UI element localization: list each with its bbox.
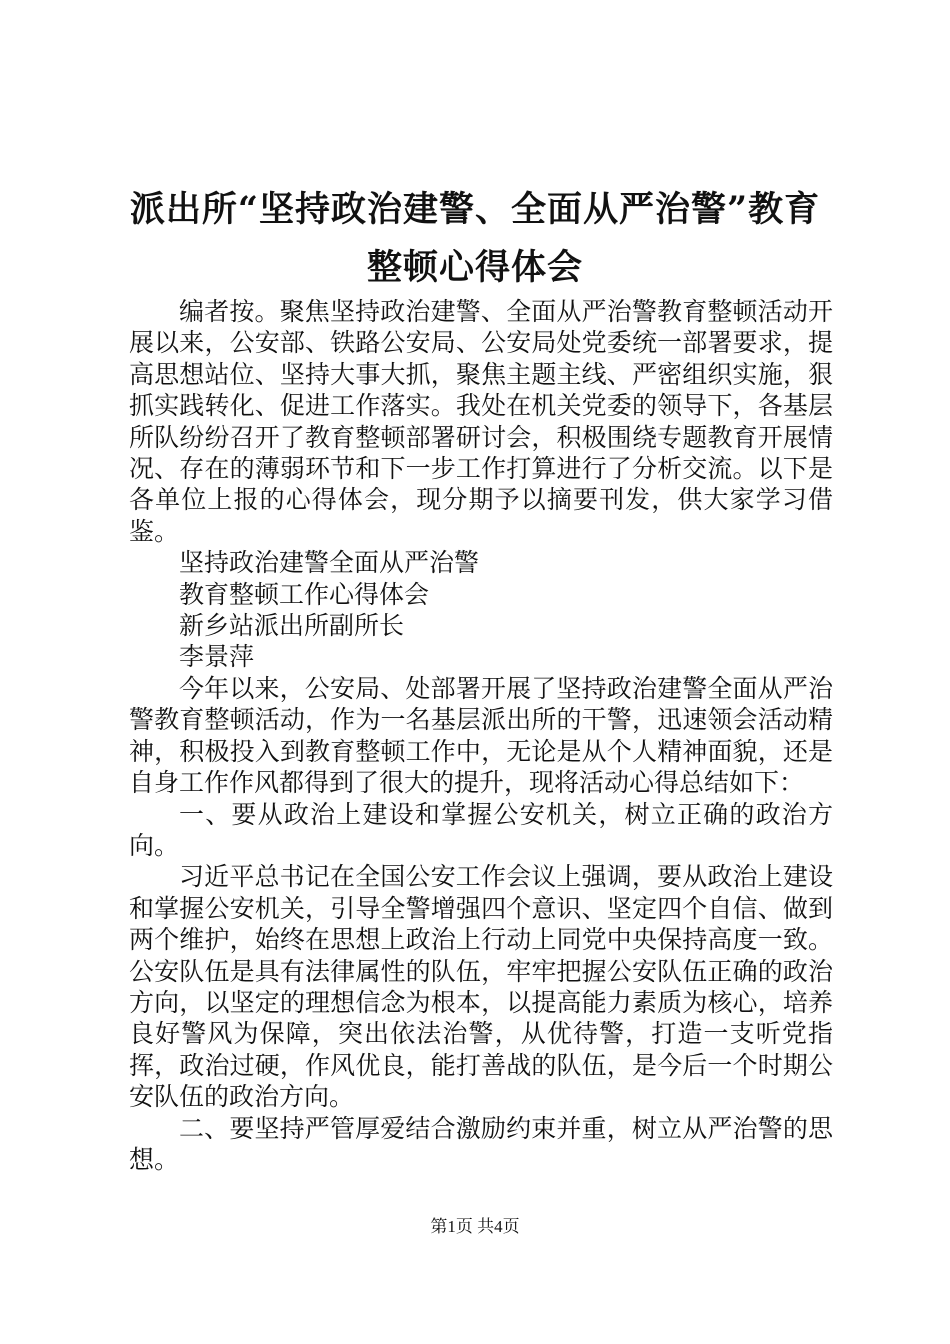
section-heading-2: 二、要坚持严管厚爱结合激励约束并重，树立从严治警的思想。: [129, 1113, 833, 1174]
document-body: [129, 296, 833, 1175]
intro-paragraph: 今年以来，公安局、处部署开展了坚持政治建警全面从严治警教育整顿活动，作为一名基层派出所的干警，迅速领会活动精神，积极投入到教育整顿工作中，无论是从个人精神面貌，还是自身工作作风都得到了很大的提升，现将活动心得总结如下：: [129, 673, 833, 798]
editor-note-paragraph: 编者按。聚焦坚持政治建警、全面从严治警教育整顿活动开展以来，公安部、铁路公安局、公安局处党委统一部署要求，提高思想站位、坚持大事大抓，聚焦主题主线、严密组织实施，狠抓实践转化、促进工作落实。我处在机关党委的领导下，各基层所队纷纷召开了教育整顿部署研讨会，积极围绕专题教育开展情况、存在的薄弱环节和下一步工作打算进行了分析交流。以下是各单位上报的心得体会，现分期予以摘要刊发，供大家学习借鉴。: [129, 297, 833, 546]
section-heading-1: 一、要从政治上建设和掌握公安机关，树立正确的政治方向。: [129, 799, 833, 860]
author-position: 新乡站派出所副所长: [179, 611, 405, 641]
author-name: 李景萍: [179, 642, 255, 672]
page-footer: 第1页 共4页: [430, 1217, 520, 1236]
article-heading-line1: 坚持政治建警全面从严治警: [179, 548, 480, 578]
document-title-line2: 整顿心得体会: [366, 247, 583, 288]
article-heading-line2: 教育整顿工作心得体会: [179, 579, 430, 609]
section-1-paragraph: 习近平总书记在全国公安工作会议上强调，要从政治上建设和掌握公安机关，引导全警增强四个意识、坚定四个自信、做到两个维护，始终在思想上政治上行动上同党中央保持高度一致。公安队伍是具有法律属性的队伍，牢牢把握公安队伍正确的政治方向，以坚定的理想信念为根本，以提高能力素质为核心，培养良好警风为保障，突出依法治警，从优待警，打造一支听党指挥，政治过硬，作风优良，能打善战的队伍，是今后一个时期公安队伍的政治方向。: [129, 862, 833, 1112]
document-title-line1: 派出所“坚持政治建警、全面从严治警”教育: [129, 189, 821, 230]
